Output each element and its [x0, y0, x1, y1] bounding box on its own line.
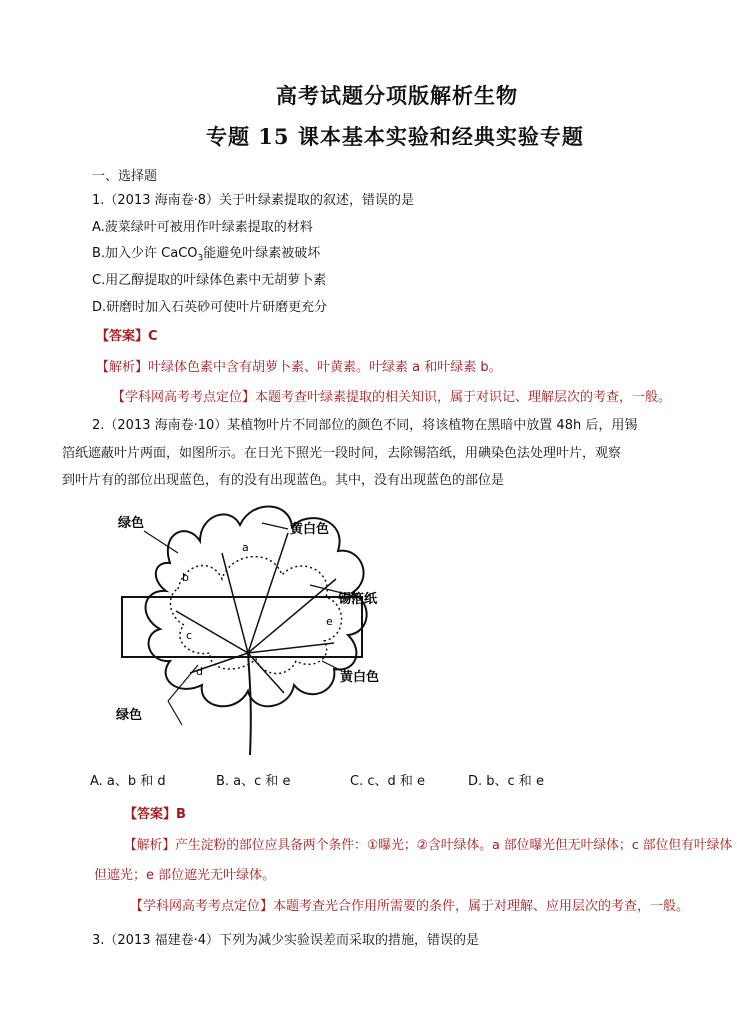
- leaf-figure: [112, 493, 408, 761]
- q2-option-b: B. a、c 和 e: [216, 774, 291, 789]
- page-title: 高考试题分项版解析生物: [276, 83, 518, 108]
- q1-option-d: D.研磨时加入石英砂可使叶片研磨更充分: [92, 300, 328, 315]
- q2-analysis-line1: 【解析】产生淀粉的部位应具备两个条件：①曝光；②含叶绿体。a 部位曝光但无叶绿体；c 部位但有叶绿体: [124, 838, 733, 853]
- q1-option-b-sub: 3: [197, 253, 204, 264]
- q2-option-c: C. c、d 和 e: [350, 774, 426, 789]
- q2-stem-line3: 到叶片有的部位出现蓝色，有的没有出现蓝色。其中，没有出现蓝色的部位是: [62, 473, 505, 488]
- label-d: d: [196, 665, 203, 678]
- leaf-petiole: [248, 653, 251, 755]
- label-green-bottom: 绿色: [116, 708, 143, 723]
- yellow-white-region: [170, 557, 341, 674]
- label-b: b: [182, 571, 189, 584]
- q2-stem-line2: 箔纸遮蔽叶片两面，如图所示。在日光下照光一段时间，去除锡箔纸，用碘染色法处理叶片，观察: [62, 446, 622, 461]
- page-subtitle: 专题 15 课本基本实验和经典实验专题: [206, 124, 584, 149]
- q3-stem: 3.（2013 福建卷·4）下列为减少实验误差而采取的措施，错误的是: [92, 933, 480, 948]
- q2-option-d: D. b、c 和 e: [468, 774, 544, 789]
- label-e: e: [326, 615, 333, 628]
- q1-option-a: A.菠菜绿叶可被用作叶绿素提取的材料: [92, 220, 313, 235]
- q1-option-c: C.用乙醇提取的叶绿体色素中无胡萝卜素: [92, 273, 327, 288]
- leaf-outline: [146, 506, 367, 706]
- label-a: a: [242, 541, 249, 554]
- label-c: c: [186, 629, 193, 642]
- label-foil: 锡箔纸: [338, 592, 378, 607]
- section-heading: 一、选择题: [92, 169, 158, 184]
- label-yellow-white-top: 黄白色: [290, 522, 330, 537]
- q1-analysis: 【解析】叶绿体色素中含有胡萝卜素、叶黄素。叶绿素 a 和叶绿素 b。: [96, 360, 502, 375]
- q1-answer: 【答案】C: [96, 329, 158, 344]
- q2-position: 【学科网高考考点定位】本题考查光合作用所需要的条件，属于对理解、应用层次的考查，一般。: [130, 899, 690, 914]
- q2-option-a: A. a、b 和 d: [90, 774, 166, 789]
- q2-analysis-line2: 但遮光；e 部位遮光无叶绿体。: [94, 868, 276, 883]
- q2-stem-line1: 2.（2013 海南卷·10）某植物叶片不同部位的颜色不同，将该植物在黑暗中放置 48h 后，用锡: [92, 418, 638, 433]
- q1-option-b: [92, 242, 320, 264]
- q1-option-b-head: B.加入少许 CaCO: [92, 246, 198, 261]
- label-green-top: 绿色: [118, 516, 145, 531]
- label-yellow-white-bottom: 黄白色: [340, 670, 380, 685]
- q2-answer: 【答案】B: [124, 807, 186, 822]
- q1-option-b-tail: 能避免叶绿素被破坏: [203, 246, 321, 261]
- q1-position: 【学科网高考考点定位】本题考查叶绿素提取的相关知识，属于对识记、理解层次的考查，一般。: [112, 390, 672, 405]
- question-1-stem: 1.（2013 海南卷·8）关于叶绿素提取的叙述，错误的是: [92, 193, 415, 208]
